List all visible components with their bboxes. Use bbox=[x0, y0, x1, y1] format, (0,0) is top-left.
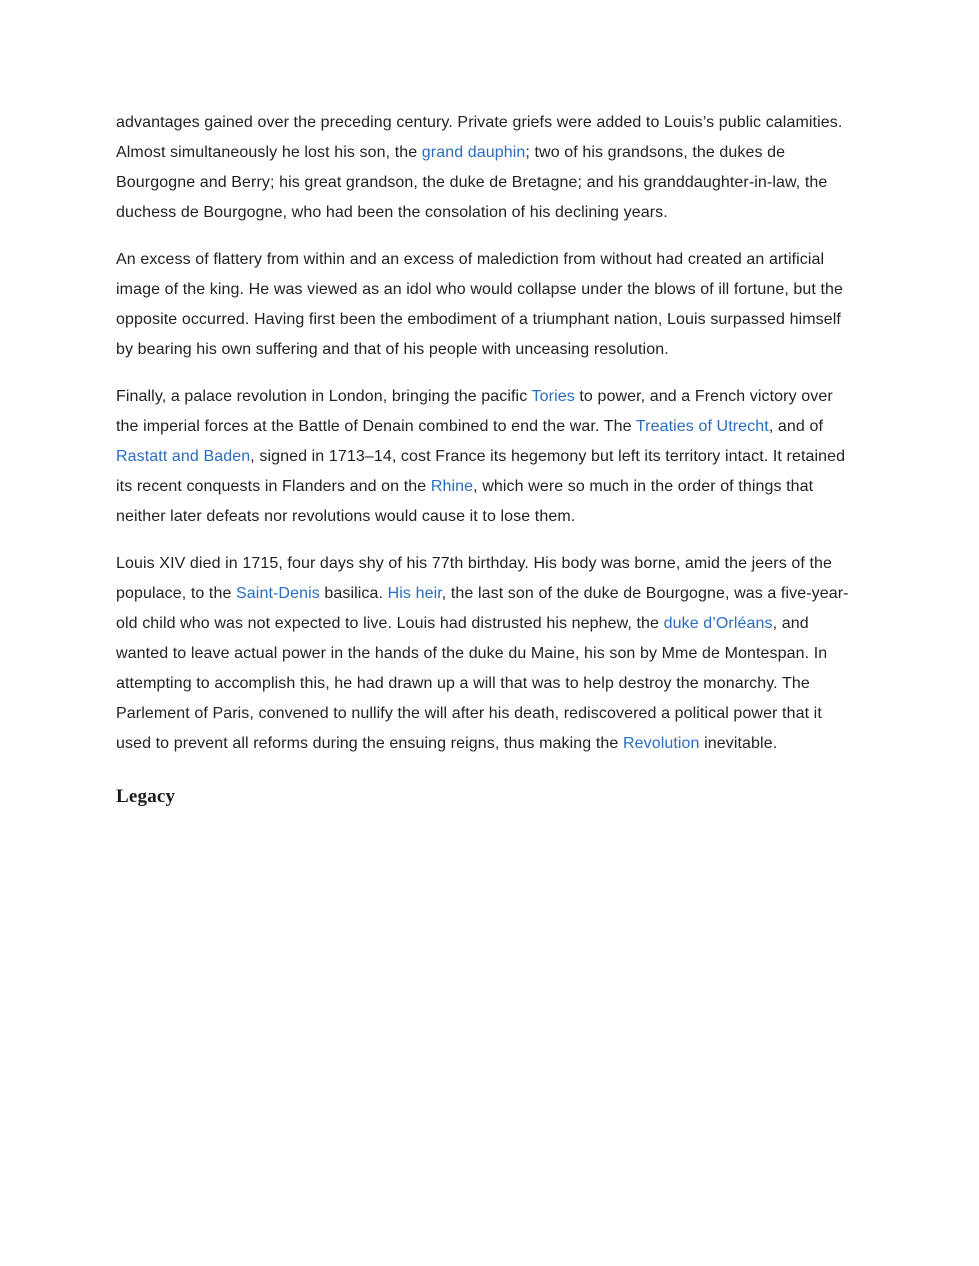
paragraph-text: , signed in 1713–14, cost France its hegemony but left its territory intact. It retained its recent conquests in Flanders and on the bbox=[116, 448, 846, 495]
inline-link[interactable]: Revolution bbox=[622, 735, 700, 752]
paragraph-text: inevitable. bbox=[699, 735, 778, 752]
paragraph-text: Louis XIV died in 1715, four days shy of his 77th birthday. His body was borne, amid the jeers of the populace, to the bbox=[116, 555, 832, 602]
inline-link[interactable]: Rastatt and Baden bbox=[116, 448, 251, 465]
paragraph-text: advantages gained over the preceding century. Private griefs were added to Louis’s public calamities. Almost simultaneously he lost his son, the bbox=[116, 114, 843, 161]
paragraph bbox=[116, 549, 856, 759]
paragraph-text: , and of bbox=[768, 418, 824, 435]
inline-link[interactable]: duke d’Orléans bbox=[663, 615, 773, 632]
section-heading-legacy: Legacy bbox=[116, 786, 176, 807]
paragraph-text: to power, and a French victory over the imperial forces at the Battle of Denain combined to end the war. The bbox=[116, 388, 833, 435]
inline-link[interactable]: Treaties of Utrecht bbox=[635, 418, 769, 435]
paragraph-text: Finally, a palace revolution in London, bringing the pacific bbox=[116, 388, 532, 405]
inline-link[interactable]: grand dauphin bbox=[421, 144, 526, 161]
paragraph-text: , which were so much in the order of things that neither later defeats nor revolutions would cause it to lose them. bbox=[116, 478, 814, 525]
paragraph-text: basilica. bbox=[319, 585, 388, 602]
inline-link[interactable]: Saint-Denis bbox=[236, 585, 320, 602]
paragraph bbox=[116, 382, 856, 532]
paragraph bbox=[116, 245, 856, 365]
paragraph-text: , and wanted to leave actual power in the hands of the duke du Maine, his son by Mme de Montespan. In attempting to accomplish this, he had drawn up a will that was to help destroy the monarchy. The Parlement of Paris, convened to nullify the will after his death, rediscovered a political power that it used to prevent all reforms during the ensuing reigns, thus making the bbox=[116, 615, 828, 752]
paragraph-text: ; two of his grandsons, the dukes de Bourgogne and Berry; his great grandson, the duke de Bretagne; and his granddaughter-in-law, the duchess de Bourgogne, who had been the consolation of his declining years. bbox=[116, 144, 828, 221]
paragraph-text: An excess of flattery from within and an excess of malediction from without had created an artificial image of the king. He was viewed as an idol who would collapse under the blows of ill fortune, but the opposite occurred. Having first been the embodiment of a triumphant nation, Louis surpassed himself by bearing his own suffering and that of his people with unceasing resolution. bbox=[116, 251, 844, 358]
paragraph bbox=[116, 108, 856, 228]
inline-link[interactable]: Tories bbox=[531, 388, 575, 405]
inline-link[interactable]: His heir bbox=[387, 585, 442, 602]
inline-link[interactable]: Rhine bbox=[430, 478, 474, 495]
paragraph-text: , the last son of the duke de Bourgogne, was a five-year-old child who was not expected to live. Louis had distrusted his nephew, the bbox=[116, 585, 849, 632]
article-body bbox=[116, 108, 856, 759]
